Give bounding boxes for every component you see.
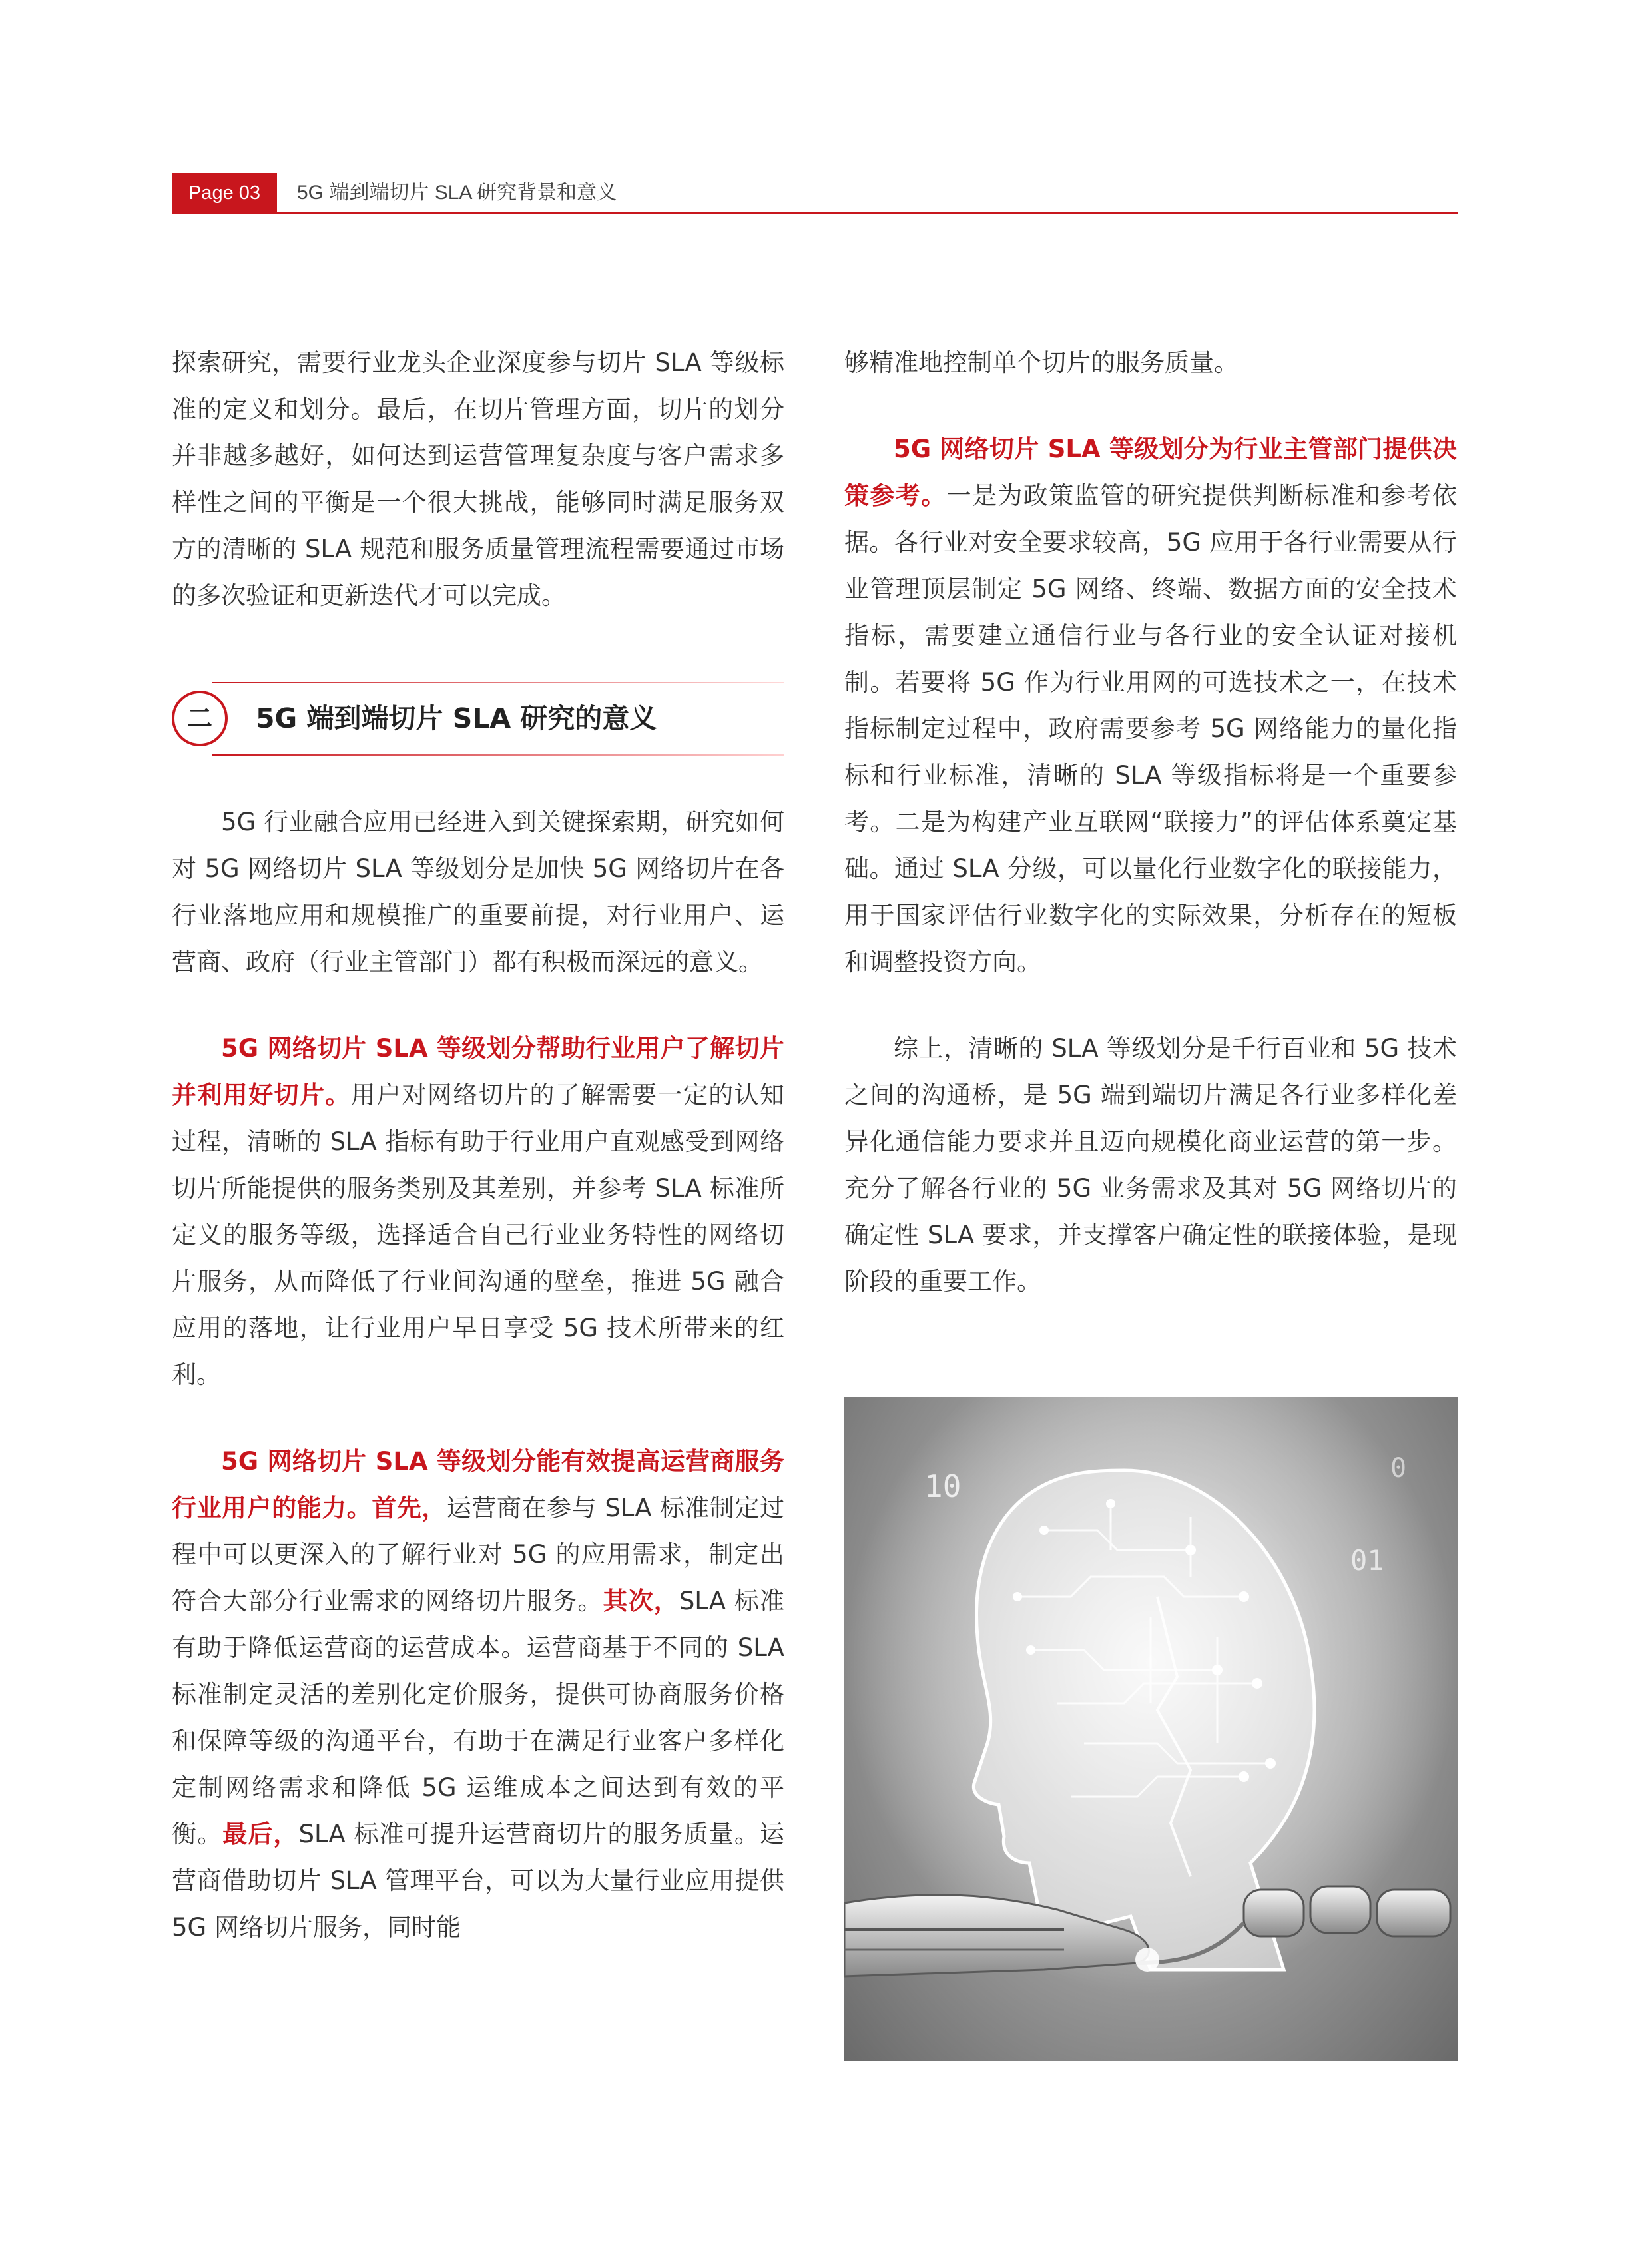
ai-head-illustration (844, 1397, 1458, 2061)
highlight-lead: 5G 网络切片 SLA 等级划分帮助行业用户了解切片并利用好切片。 (172, 1034, 784, 1109)
page-number-badge: Page 03 (172, 173, 277, 213)
highlight-lead: 5G 网络切片 SLA 等级划分为行业主管部门提供决策参考。 (844, 435, 1457, 510)
binary-digits: 0 (1390, 1453, 1407, 1484)
section-number: 二 (172, 691, 228, 746)
binary-digits: 01 (1350, 1544, 1384, 1577)
binary-digits: 10 (924, 1468, 962, 1504)
paragraph-text: SLA 标准有助于降低运营商的运营成本。运营商基于不同的 SLA 标准制定灵活的差别化定价服务，提供可协商服务价格和保障等级的沟通平台，有助于在满足行业客户多样化定制网络需求和降低 5G 运维成本之间达到有效的平衡。 (172, 1587, 785, 1848)
highlight-last: 最后， (222, 1820, 299, 1848)
section-title: 5G 端到端切片 SLA 研究的意义 (256, 702, 657, 734)
highlight-second: 其次， (603, 1587, 679, 1615)
highlight-first: 首先， (372, 1494, 447, 1522)
left-column (172, 340, 784, 1951)
paragraph-government-benefit (844, 426, 1457, 985)
running-title: 5G 端到端切片 SLA 研究背景和意义 (297, 182, 617, 204)
paragraph-operator-benefit (172, 1438, 784, 1951)
paragraph-continued: 够精准地控制单个切片的服务质量。 (844, 348, 1239, 377)
paragraph-text: 用户对网络切片的了解需要一定的认知过程，清晰的 SLA 指标有助于行业用户直观感受到网络切片所能提供的服务类别及其差别，并参考 SLA 标准所定义的服务等级，选择适合自己行业业务特性的网络切片服务，从而降低了行业间沟通的壁垒，推进 5G 融合应用的落地，让行业用户早日享受 5G 技术所带来的红利。 (172, 1081, 785, 1389)
paragraph-text: SLA 标准可提升运营商切片的服务质量。运营商借助切片 SLA 管理平台，可以为大量行业应用提供 5G 网络切片服务，同时能 (172, 1820, 785, 1942)
ai-head-graphic (844, 1397, 1458, 2061)
right-column (844, 340, 1457, 1305)
header-divider (172, 212, 1458, 214)
paragraph-intro: 5G 行业融合应用已经进入到关键探索期，研究如何对 5G 网络切片 SLA 等级划分是加快 5G 网络切片在各行业落地应用和规模推广的重要前提，对行业用户、运营商、政府（行业主管部门）都有积极而深远的意义。 (172, 808, 784, 976)
page-header (172, 173, 1458, 213)
highlight-lead: 5G 网络切片 SLA 等级划分能有效提高运营商服务行业用户的能力。 (172, 1447, 784, 1522)
paragraph-text: 运营商在参与 SLA 标准制定过程中可以更深入的了解行业对 5G 的应用需求，制定出符合大部分行业需求的网络切片服务。 (172, 1494, 784, 1615)
paragraph-text: 一是为政策监管的研究提供判断标准和参考依据。各行业对安全要求较高，5G 应用于各行业需要从行业管理顶层制定 5G 网络、终端、数据方面的安全技术指标，需要建立通信行业与各行业的安全认证对接机制。若要将 5G 作为行业用网的可选技术之一，在技术指标制定过程中，政府需要参考 5G 网络能力的量化指标和行业标准，清晰的 SLA 等级指标将是一个重要参考。二是为构建产业互联网“联接力”的评估体系奠定基础。通过 SLA 分级，可以量化行业数字化的联接能力，用于国家评估行业数字化的实际效果，分析存在的短板和调整投资方向。 (844, 481, 1458, 976)
paragraph-user-benefit (172, 1025, 784, 1398)
section-heading (172, 682, 784, 760)
paragraph-continued: 探索研究，需要行业龙头企业深度参与切片 SLA 等级标准的定义和划分。最后，在切片管理方面，切片的划分并非越多越好，如何达到运营管理复杂度与客户需求多样性之间的平衡是一个很大挑战，能够同时满足服务双方的清晰的 SLA 规范和服务质量管理流程需要通过市场的多次验证和更新迭代才可以完成。 (172, 348, 784, 610)
paragraph-summary: 综上，清晰的 SLA 等级划分是千行百业和 5G 技术之间的沟通桥，是 5G 端到端切片满足各行业多样化差异化通信能力要求并且迈向规模化商业运营的第一步。充分了解各行业的 5G 业务需求及其对 5G 网络切片的确定性 SLA 要求，并支撑客户确定性的联接体验，是现阶段的重要工作。 (844, 1034, 1457, 1296)
